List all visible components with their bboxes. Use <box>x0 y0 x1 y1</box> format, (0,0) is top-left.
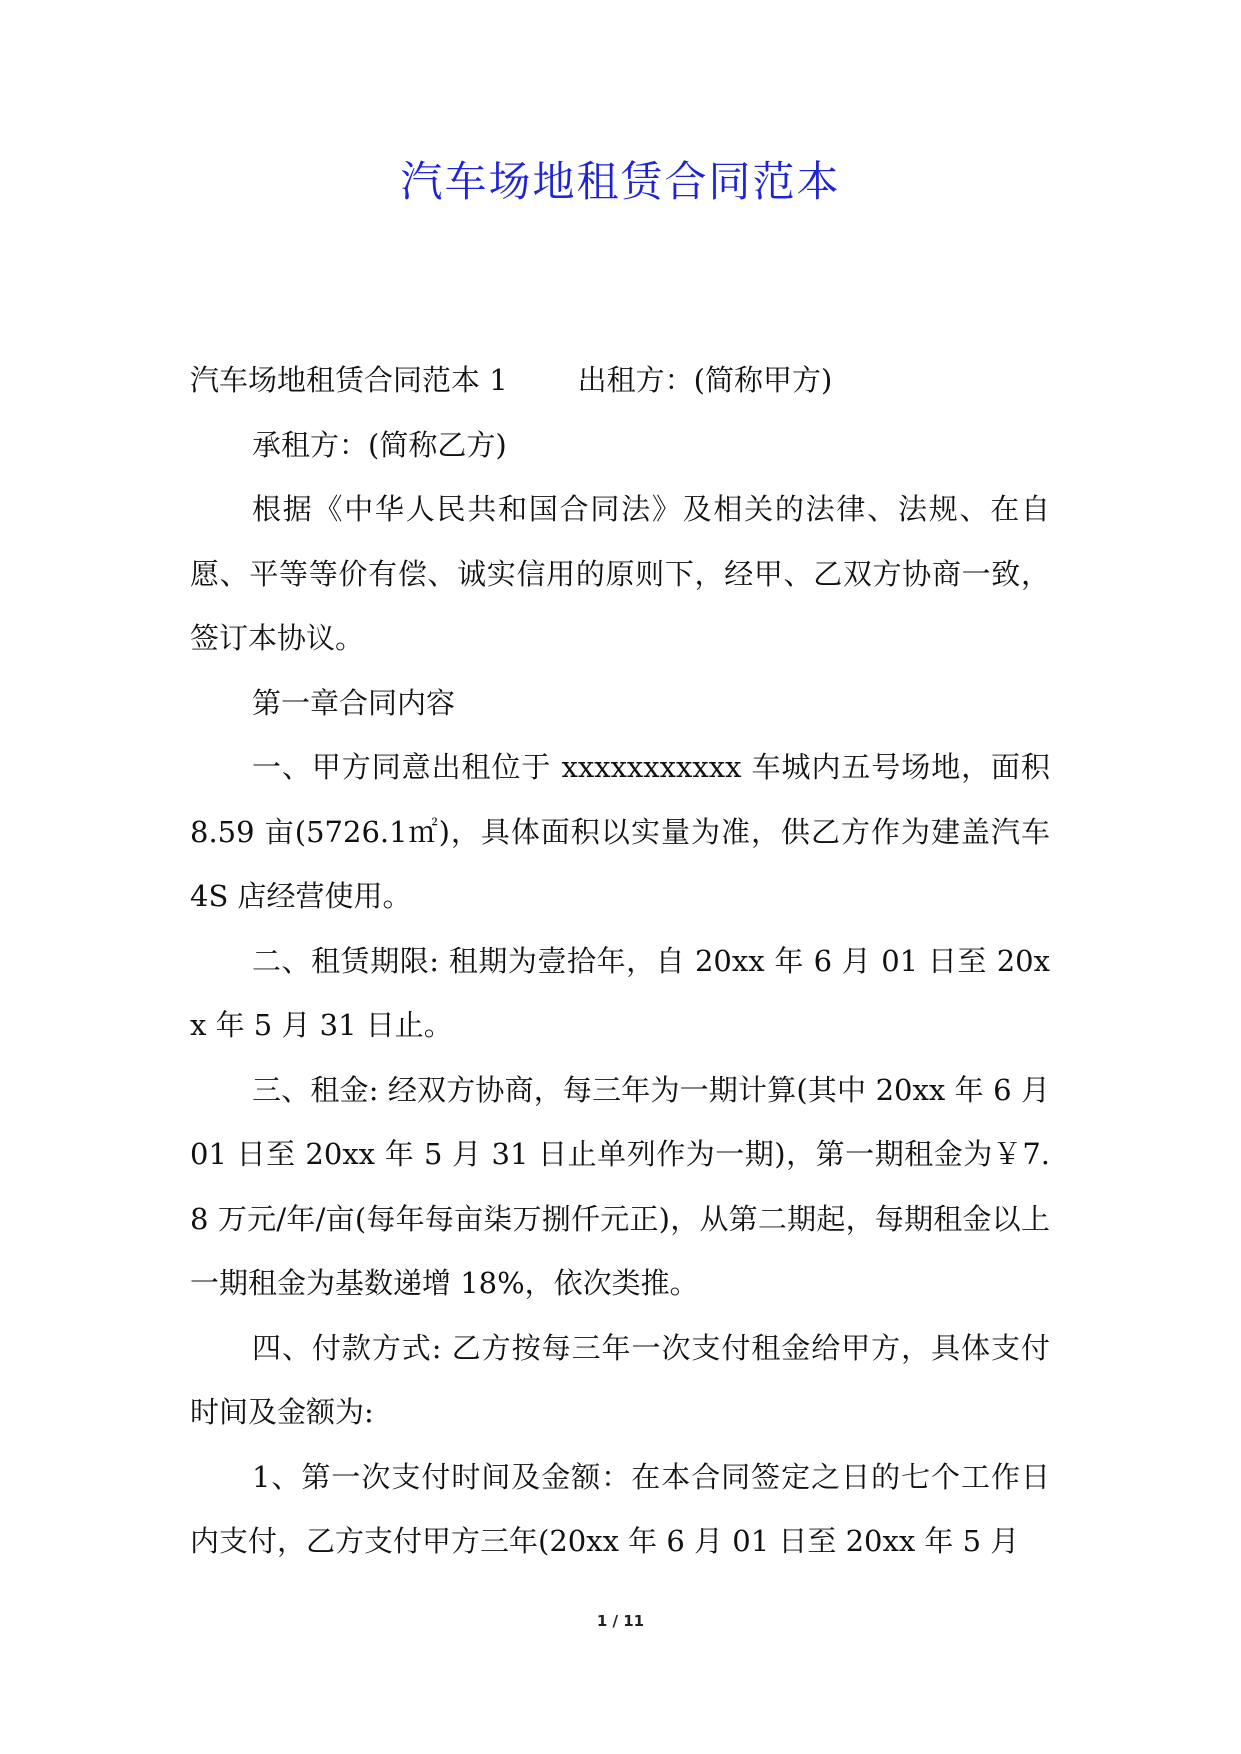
clause-1-paragraph: 一、甲方同意出租位于 xxxxxxxxxxx 车城内五号场地，面积 8.59 亩(5726.1㎡)，具体面积以实量为准，供乙方作为建盖汽车 4S 店经营使用。 <box>190 750 1050 913</box>
chapter-heading: 第一章合同内容 <box>252 685 456 720</box>
intro-line <box>190 348 1050 413</box>
intro-heading: 汽车场地租赁合同范本 1 <box>190 363 508 397</box>
lessor-line: 出租方：(简称甲方) <box>577 363 833 397</box>
preamble-paragraph: 根据《中华人民共和国合同法》及相关的法律、法规、在自愿、平等等价有偿、诚实信用的原则下，经甲、乙双方协商一致，签订本协议。 <box>190 492 1050 655</box>
document-title: 汽车场地租赁合同范本 <box>400 157 841 206</box>
payment-item-1-paragraph: 1、第一次支付时间及金额：在本合同签定之日的七个工作日内支付，乙方支付甲方三年(20xx 年 6 月 01 日至 20xx 年 5 月 <box>190 1459 1050 1558</box>
page-number: 1 / 11 <box>596 1612 645 1630</box>
clause-2-paragraph: 二、租赁期限: 租期为壹拾年，自 20xx 年 6 月 01 日至 20xx 年 5 月 31 日止。 <box>190 943 1050 1042</box>
clause-4-paragraph: 四、付款方式: 乙方按每三年一次支付租金给甲方，具体支付时间及金额为: <box>190 1330 1050 1429</box>
document-body <box>190 348 1050 1574</box>
clause-3-paragraph: 三、租金: 经双方协商，每三年为一期计算(其中 20xx 年 6 月 01 日至 20xx 年 5 月 31 日止单列作为一期)，第一期租金为￥7.8 万元/年/亩(每年每亩柒万捌仟元正)，从第二期起，每期租金以上一期租金为基数递增 18%，依次类推。 <box>190 1072 1050 1300</box>
lessee-line: 承租方：(简称乙方) <box>252 427 507 462</box>
